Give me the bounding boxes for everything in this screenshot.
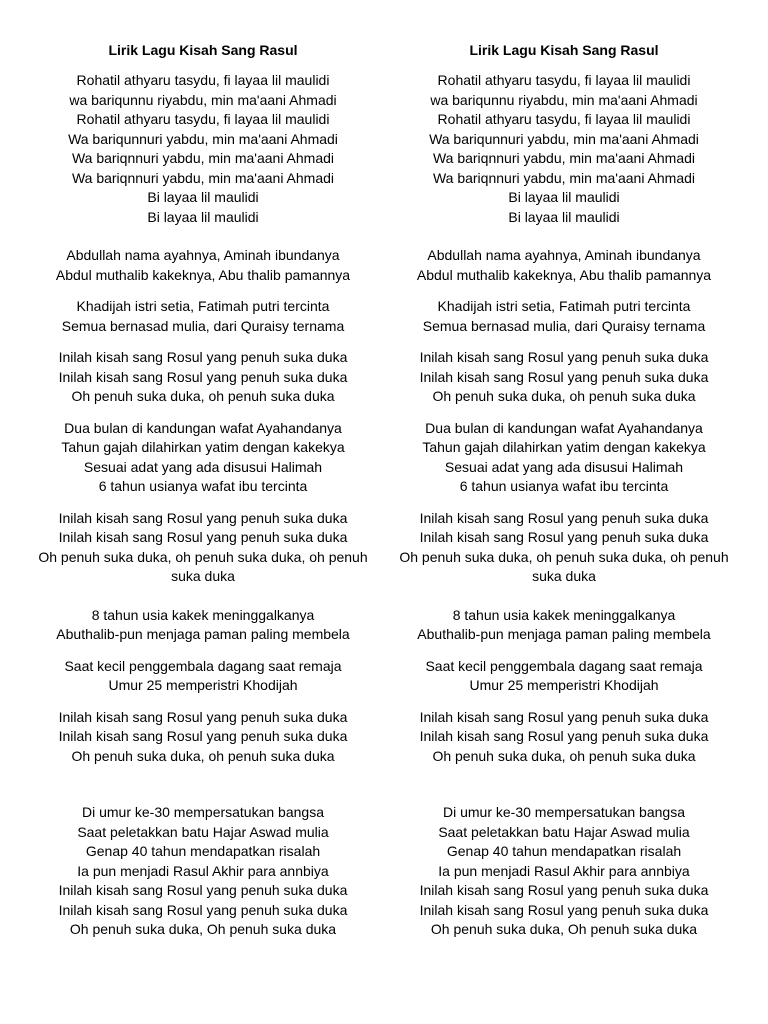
- lyrics-line: Wa bariqnnuri yabdu, min ma'aani Ahmadi: [432, 169, 696, 186]
- lyrics-line: Inilah kisah sang Rosul yang penuh suka duka: [419, 882, 709, 898]
- lyrics-stanza: [28, 606, 378, 645]
- lyrics-line: Khadijah istri setia, Fatimah putri tercinta: [76, 298, 330, 314]
- lyrics-line: Rohatil athyaru tasydu, fi layaa lil maulidi: [76, 72, 330, 88]
- lyrics-stanza: [389, 708, 739, 767]
- lyrics-line: Inilah kisah sang Rosul yang penuh suka duka: [58, 509, 348, 526]
- lyrics-line: Dua bulan di kandungan wafat Ayahandanya: [425, 419, 703, 436]
- lyrics-line: Bi layaa lil maulidi: [147, 208, 259, 225]
- lyrics-stanza: [28, 708, 378, 767]
- lyrics-stanza: [28, 246, 378, 285]
- lyrics-line: Wa bariqnnuri yabdu, min ma'aani Ahmadi: [432, 150, 696, 166]
- document-title: Lirik Lagu Kisah Sang Rasul: [108, 42, 298, 58]
- lyrics-column-left: [28, 40, 378, 940]
- lyrics-line: Wa bariqunnuri yabdu, min ma'aani Ahmadi: [68, 130, 338, 147]
- lyrics-line: Abdul muthalib kakeknya, Abu thalib pamannya: [55, 266, 351, 283]
- lyrics-line: 8 tahun usia kakek meninggalkanya: [452, 606, 676, 623]
- lyrics-line: Sesuai adat yang ada disusui Halimah: [83, 458, 323, 475]
- lyrics-line: Semua bernasad mulia, dari Quraisy ternama: [61, 317, 345, 334]
- lyrics-stanza: [28, 71, 378, 227]
- lyrics-line: Inilah kisah sang Rosul yang penuh suka duka: [419, 349, 709, 365]
- lyrics-stanza: [28, 657, 378, 696]
- lyrics-line: Tahun gajah dilahirkan yatim dengan kakekya: [61, 439, 345, 455]
- lyrics-stanza: [28, 297, 378, 336]
- lyrics-line: Abuthalib-pun menjaga paman paling membela: [417, 626, 711, 642]
- lyrics-line: Wa bariqunnuri yabdu, min ma'aani Ahmadi: [429, 130, 699, 147]
- lyrics-line: Inilah kisah sang Rosul yang penuh suka duka: [419, 529, 709, 545]
- lyrics-line: Rohatil athyaru tasydu, fi layaa lil maulidi: [76, 111, 330, 127]
- lyrics-line: Inilah kisah sang Rosul yang penuh suka duka: [419, 509, 709, 526]
- lyrics-line: Abuthalib-pun menjaga paman paling membela: [56, 626, 350, 642]
- lyrics-stanza: [389, 803, 739, 940]
- lyrics-line: Bi layaa lil maulidi: [508, 208, 620, 225]
- lyrics-line: Oh penuh suka duka, oh penuh suka duka: [71, 747, 335, 764]
- lyrics-line: Saat kecil penggembala dagang saat remaja: [425, 657, 703, 674]
- lyrics-line: Wa bariqnnuri yabdu, min ma'aani Ahmadi: [71, 169, 335, 186]
- lyrics-line: Wa bariqnnuri yabdu, min ma'aani Ahmadi: [71, 150, 335, 166]
- lyrics-line: Abdullah nama ayahnya, Aminah ibundanya: [66, 247, 340, 263]
- lyrics-line: Oh penuh suka duka, oh penuh suka duka: [71, 388, 335, 404]
- lyrics-line: Bi layaa lil maulidi: [147, 189, 259, 205]
- lyrics-line: Oh penuh suka duka, oh penuh suka duka, oh penuh suka duka: [399, 548, 729, 584]
- lyrics-stanza: [389, 71, 739, 227]
- document-title: Lirik Lagu Kisah Sang Rasul: [469, 42, 659, 58]
- lyrics-line: Inilah kisah sang Rosul yang penuh suka duka: [58, 882, 348, 898]
- lyrics-line: Rohatil athyaru tasydu, fi layaa lil maulidi: [437, 72, 691, 88]
- lyrics-line: Oh penuh suka duka, oh penuh suka duka: [432, 388, 696, 404]
- lyrics-line: Tahun gajah dilahirkan yatim dengan kakekya: [422, 439, 706, 455]
- lyrics-stanza: [28, 419, 378, 497]
- lyrics-line: 6 tahun usianya wafat ibu tercinta: [98, 478, 308, 494]
- lyrics-line: Genap 40 tahun mendapatkan risalah: [446, 843, 682, 859]
- lyrics-stanza: [28, 509, 378, 587]
- lyrics-line: Genap 40 tahun mendapatkan risalah: [85, 843, 321, 859]
- lyrics-line: Oh penuh suka duka, Oh penuh suka duka: [430, 921, 698, 937]
- lyrics-column-right: [389, 40, 739, 940]
- lyrics-line: wa bariqunnu riyabdu, min ma'aani Ahmadi: [69, 91, 337, 108]
- lyrics-line: Inilah kisah sang Rosul yang penuh suka duka: [58, 529, 348, 545]
- lyrics-line: Ia pun menjadi Rasul Akhir para annbiya: [77, 862, 329, 879]
- lyrics-line: Saat peletakkan batu Hajar Aswad mulia: [438, 823, 690, 840]
- lyrics-line: Semua bernasad mulia, dari Quraisy ternama: [422, 317, 706, 334]
- lyrics-line: Inilah kisah sang Rosul yang penuh suka duka: [58, 901, 348, 918]
- lyrics-line: Inilah kisah sang Rosul yang penuh suka duka: [58, 349, 348, 365]
- lyrics-stanza: [28, 803, 378, 940]
- lyrics-line: 6 tahun usianya wafat ibu tercinta: [459, 478, 669, 494]
- lyrics-line: Abdul muthalib kakeknya, Abu thalib pamannya: [416, 266, 712, 283]
- lyrics-line: Bi layaa lil maulidi: [508, 189, 620, 205]
- lyrics-line: Umur 25 memperistri Khodijah: [108, 677, 298, 693]
- lyrics-line: Khadijah istri setia, Fatimah putri tercinta: [437, 298, 691, 314]
- lyrics-line: Abdullah nama ayahnya, Aminah ibundanya: [427, 247, 701, 263]
- lyrics-stanza: [389, 246, 739, 285]
- lyrics-stanza: [389, 606, 739, 645]
- lyrics-line: Sesuai adat yang ada disusui Halimah: [444, 458, 684, 475]
- lyrics-stanza: [389, 509, 739, 587]
- lyrics-line: Inilah kisah sang Rosul yang penuh suka duka: [419, 708, 709, 725]
- lyrics-line: Inilah kisah sang Rosul yang penuh suka duka: [58, 708, 348, 725]
- lyrics-line: Rohatil athyaru tasydu, fi layaa lil maulidi: [437, 111, 691, 127]
- lyrics-stanza: [389, 348, 739, 407]
- lyrics-line: Oh penuh suka duka, oh penuh suka duka: [432, 747, 696, 764]
- lyrics-line: wa bariqunnu riyabdu, min ma'aani Ahmadi: [430, 91, 698, 108]
- lyrics-stanza: [389, 297, 739, 336]
- lyrics-line: Inilah kisah sang Rosul yang penuh suka duka: [58, 728, 348, 744]
- lyrics-line: Inilah kisah sang Rosul yang penuh suka duka: [419, 728, 709, 744]
- lyrics-line: 8 tahun usia kakek meninggalkanya: [91, 606, 315, 623]
- lyrics-line: Di umur ke-30 mempersatukan bangsa: [442, 804, 685, 820]
- lyrics-line: Dua bulan di kandungan wafat Ayahandanya: [64, 419, 342, 436]
- lyrics-line: Di umur ke-30 mempersatukan bangsa: [81, 804, 324, 820]
- lyrics-stanza: [28, 348, 378, 407]
- lyrics-line: Oh penuh suka duka, Oh penuh suka duka: [69, 921, 337, 937]
- lyrics-line: Inilah kisah sang Rosul yang penuh suka duka: [419, 368, 709, 385]
- lyrics-line: Saat peletakkan batu Hajar Aswad mulia: [77, 823, 329, 840]
- lyrics-line: Umur 25 memperistri Khodijah: [469, 677, 659, 693]
- lyrics-stanza: [389, 419, 739, 497]
- lyrics-line: Oh penuh suka duka, oh penuh suka duka, oh penuh suka duka: [38, 548, 368, 584]
- lyrics-line: Inilah kisah sang Rosul yang penuh suka duka: [58, 368, 348, 385]
- lyrics-line: Inilah kisah sang Rosul yang penuh suka duka: [419, 901, 709, 918]
- lyrics-line: Saat kecil penggembala dagang saat remaja: [64, 657, 342, 674]
- lyrics-line: Ia pun menjadi Rasul Akhir para annbiya: [438, 862, 690, 879]
- lyrics-stanza: [389, 657, 739, 696]
